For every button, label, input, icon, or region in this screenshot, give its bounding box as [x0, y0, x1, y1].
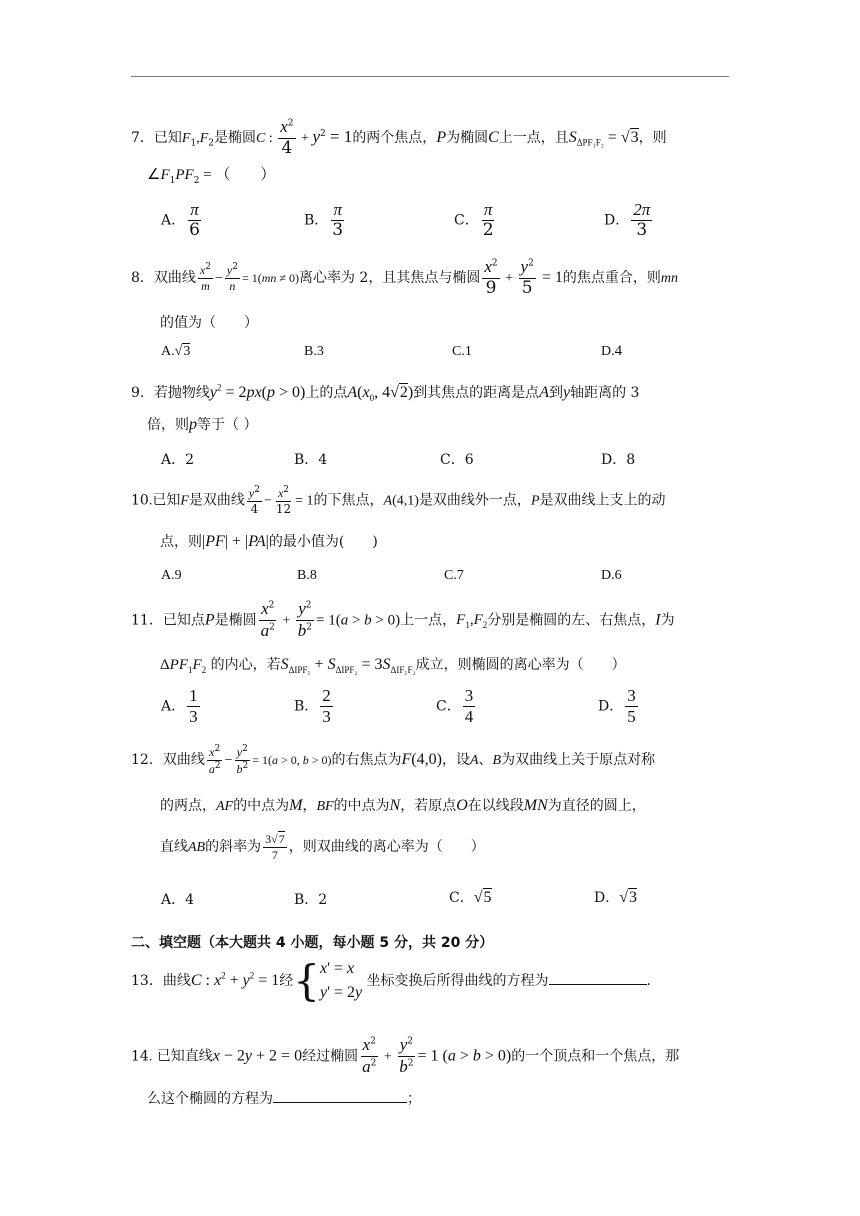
- q10-text: 是双曲线: [188, 492, 245, 509]
- option-numerator: π: [333, 200, 342, 219]
- question-number: 13: [131, 973, 149, 989]
- q8-option-c[interactable]: [452, 343, 472, 360]
- q9-text: 到其焦点的距离是点: [413, 385, 540, 401]
- q10-option-a[interactable]: [161, 567, 182, 584]
- q12-text: 的两点，: [160, 798, 216, 814]
- question-13: 13．曲线C : $x^2 + y^2 = 1$经 { x' = x y' = 2y 坐标变换后所得曲线的方程为 .: [131, 956, 651, 1005]
- question-11-line-2: $\Delta PF_1F_2$ 的内心，若$S_{\Delta IPF_1} + S_{\Delta IPF_2} = 3S_{\Delta IF_1F_2}$成立，则椭圆的离心率为（ ）: [160, 656, 626, 676]
- q11-text: 分别是椭圆的左、右焦点，: [487, 612, 656, 629]
- option-label: C．: [454, 212, 479, 229]
- q13-text: .: [646, 973, 651, 989]
- q9-text: 轴距离的 3: [570, 385, 640, 401]
- question-7-line-2: $\angle F_1PF_2$ = （ ）: [147, 165, 276, 186]
- q12-text: 的右焦点为: [331, 752, 402, 769]
- option-label: B．: [294, 892, 319, 908]
- question-number: 7: [131, 129, 140, 146]
- option-value: 3: [316, 344, 324, 359]
- q11-option-a[interactable]: [161, 687, 202, 726]
- option-denominator: 3: [189, 706, 198, 726]
- option-label: D．: [601, 452, 627, 468]
- option-numerator: 2π: [633, 200, 651, 219]
- q11-text: 是椭圆: [214, 612, 257, 629]
- q9-text: 倍，则: [147, 417, 189, 433]
- answer-blank[interactable]: [273, 1090, 407, 1103]
- question-8-line-1: 8．双曲线 $\frac{x^2}{m}$ − $\frac{y^2}{n}$ = 1(mn ≠ 0)离心率为 2，且其焦点与椭圆 $\frac{x^2}{9}$ + $\frac{y^2}{5}$ = 1的焦点重合，则mn: [131, 257, 678, 298]
- q11-option-d[interactable]: [598, 687, 640, 726]
- fraction: $\frac{x^2}{4}$: [280, 117, 294, 158]
- q8-option-a[interactable]: A.√3: [161, 344, 191, 359]
- q9-option-b[interactable]: [294, 449, 327, 469]
- answer-blank: （ ）: [215, 165, 276, 183]
- q12-text: 的斜率为: [205, 839, 262, 856]
- q12-text: ，若原点: [400, 798, 457, 814]
- question-9-line-1: 9．若抛物线$y^2 = 2px(p > 0)$上的点$A(x_0$, 4√2)到其焦点的距离是点A到y轴距离的 3: [131, 382, 640, 404]
- q11-text: 为: [660, 612, 675, 629]
- option-denominator: 3: [332, 219, 344, 240]
- question-8-line-2: [160, 312, 258, 332]
- option-denominator: 6: [189, 219, 200, 240]
- q7-text: 是椭圆: [214, 129, 257, 146]
- question-10-line-2: 点，则|PF| + |PA|的最小值为( ): [160, 533, 378, 550]
- q14-text: 么这个椭圆的方程为: [147, 1091, 273, 1107]
- q10-option-c[interactable]: [444, 567, 464, 584]
- q12-text: 的中点为: [233, 798, 290, 814]
- option-denominator: 4: [464, 706, 474, 726]
- question-12-line-3: 直线AB的斜率为 $\frac{3√7}{7}$ ，则双曲线的离心率为（ ）: [160, 832, 485, 862]
- option-label: B．: [294, 698, 319, 715]
- q12-text: 直线: [160, 839, 188, 856]
- question-number: 12: [131, 752, 149, 769]
- q12-text: 为双曲线上关于原点对称: [501, 752, 656, 769]
- question-number: 10: [131, 492, 149, 509]
- question-number: 8: [131, 269, 140, 286]
- q9-option-c[interactable]: [440, 449, 474, 469]
- option-numerator: 3: [627, 686, 636, 705]
- option-label: C．: [440, 452, 465, 468]
- q8-option-d[interactable]: [601, 343, 622, 360]
- q14-text: 经过椭圆: [302, 1048, 359, 1065]
- option-value: 8: [626, 452, 636, 468]
- q8-text: 的值为（ ）: [160, 315, 258, 331]
- option-denominator: 2: [482, 219, 494, 240]
- q14-text: ；: [407, 1091, 421, 1107]
- option-value: 8: [309, 568, 317, 583]
- option-numerator: 1: [189, 686, 198, 705]
- option-label: A.: [161, 568, 175, 583]
- q7-text: 为椭圆: [446, 129, 489, 146]
- q12-text: 为直径的圆上，: [547, 798, 646, 814]
- option-value: 7: [456, 568, 464, 583]
- section-heading: 二、填空题（本大题共 4 小题，每小题 5 分，共 20 分）: [131, 935, 494, 951]
- q10-text: 的下焦点，: [313, 492, 384, 509]
- q12-option-a[interactable]: [161, 889, 194, 909]
- option-numerator: π: [483, 200, 493, 219]
- q9-text: 上的点: [305, 385, 348, 401]
- q10-text: 是双曲线外一点，: [418, 492, 531, 509]
- question-11-line-1: 11．已知点P是椭圆 $\frac{x^2}{a^2}$ + $\frac{y^2}{b^2}$ = 1(a > b > 0)上一点，$F_1,F_2$分别是椭圆的左、右焦点，I为: [131, 599, 675, 640]
- option-label: D．: [594, 890, 620, 906]
- option-label: D.: [601, 568, 615, 583]
- header-rule: [131, 76, 729, 77]
- option-denominator: 5: [627, 706, 636, 726]
- q10-text: 点，则: [160, 534, 202, 550]
- q11-text: 上一点，: [400, 612, 457, 629]
- q12-option-d[interactable]: D．√3: [594, 889, 638, 906]
- q9-option-d[interactable]: [601, 449, 635, 469]
- option-label: A．: [161, 698, 186, 715]
- option-label: A．: [161, 212, 186, 229]
- q7-text: ，则: [638, 129, 667, 146]
- question-number: 9: [131, 385, 140, 401]
- q11-text: 的内心，若: [210, 657, 281, 673]
- q11-option-c[interactable]: [436, 687, 477, 726]
- q7-option-b[interactable]: [304, 201, 347, 240]
- q7-text: 已知: [153, 129, 182, 146]
- question-10-line-1: 10.已知F是双曲线 $\frac{y^2}{4}$ − $\frac{x^2}{12}$ = 1的下焦点，A(4,1)是双曲线外一点，P是双曲线上支上的动: [131, 485, 666, 516]
- option-value: 1: [464, 344, 472, 359]
- option-value: 3: [183, 344, 191, 359]
- option-numerator: π: [190, 200, 199, 219]
- q13-text: 经: [279, 973, 294, 989]
- option-label: B.: [304, 344, 317, 359]
- question-9-line-2: 倍，则p等于（ ）: [147, 416, 258, 433]
- q9-text: 等于（ ）: [197, 417, 258, 433]
- coordinate-transform-system: { x' = x y' = 2y: [293, 956, 363, 1005]
- q7-text: 的两个焦点，: [352, 129, 437, 146]
- q8-text: 的焦点重合，则: [562, 269, 661, 286]
- option-denominator: 3: [636, 219, 648, 240]
- option-value: 6: [464, 452, 474, 468]
- option-value: 3: [629, 889, 638, 906]
- question-14-line-1: 14. 已知直线x − 2y + 2 = 0经过椭圆 $\frac{x^2}{a^2}$ + $\frac{y^2}{b^2}$ = 1 (a > b > 0)的一个顶点和一个焦点，那: [131, 1035, 680, 1076]
- option-value: 2: [318, 892, 328, 908]
- q10-text: 的最小值为( ): [268, 534, 378, 550]
- q8-text: 离心率为 2，且其焦点与椭圆: [298, 269, 481, 286]
- q12-text: ，: [302, 798, 317, 814]
- answer-blank[interactable]: [549, 972, 647, 985]
- option-numerator: 2: [322, 686, 331, 705]
- q10-option-b[interactable]: [297, 567, 317, 584]
- question-number: 14: [131, 1048, 149, 1065]
- option-label: B．: [304, 212, 329, 229]
- question-14-line-2: [147, 1088, 421, 1108]
- option-label: C.: [452, 344, 465, 359]
- option-label: C．: [449, 890, 474, 906]
- q7-option-c[interactable]: [454, 201, 498, 240]
- q8-text: 双曲线: [153, 269, 196, 286]
- q11-text: 成立，则椭圆的离心率为（ ）: [415, 657, 626, 673]
- option-label: D．: [598, 698, 624, 715]
- q9-option-a[interactable]: [161, 449, 194, 469]
- q11-option-b[interactable]: [294, 687, 335, 726]
- q13-text: 曲线: [162, 973, 191, 989]
- option-value: 4: [185, 892, 195, 908]
- q12-text: 、: [478, 752, 493, 769]
- q12-option-b[interactable]: [294, 889, 327, 909]
- question-12-line-1: 12．双曲线 $\frac{x^2}{a^2}$ − $\frac{y^2}{b^2}$ = 1(a > 0, b > 0)的右焦点为F(4,0)，设A、B为双曲线上关于原点对称: [131, 744, 656, 776]
- q10-text: 是双曲线上支上的动: [539, 492, 666, 509]
- option-value: 4: [318, 452, 328, 468]
- q7-option-d[interactable]: [604, 201, 654, 240]
- q9-text: 若抛物线: [153, 385, 210, 401]
- q12-option-c[interactable]: C．√5: [449, 889, 492, 906]
- q10-text: 已知: [152, 492, 181, 509]
- option-value: 6: [614, 568, 622, 583]
- option-label: C．: [436, 698, 461, 715]
- q12-text: 的中点为: [333, 798, 390, 814]
- q11-text: 已知点: [162, 612, 205, 629]
- option-value: 5: [483, 889, 492, 906]
- option-label: B．: [294, 452, 319, 468]
- option-value: 2: [185, 452, 195, 468]
- q12-text: ，设: [441, 752, 470, 769]
- q7-text: 上一点，且: [498, 129, 569, 146]
- option-label: C.: [444, 568, 457, 583]
- question-12-line-2: 的两点，AF的中点为M，BF的中点为N，若原点O在以线段MN为直径的圆上，: [160, 797, 646, 814]
- option-label: D．: [604, 212, 630, 229]
- q14-text: 已知直线: [156, 1048, 213, 1065]
- q14-text: 的一个顶点和一个焦点，那: [511, 1048, 680, 1065]
- option-label: A．: [161, 892, 186, 908]
- q12-text: 双曲线: [162, 752, 205, 769]
- q12-text: ，则双曲线的离心率为（ ）: [288, 839, 485, 856]
- q7-option-a[interactable]: [161, 201, 204, 240]
- q8-option-b[interactable]: [304, 343, 324, 360]
- option-denominator: 3: [322, 706, 331, 726]
- q10-option-d[interactable]: [601, 567, 622, 584]
- q9-text: 到: [548, 385, 563, 401]
- q12-text: 在以线段: [467, 798, 524, 814]
- question-number: 11: [131, 612, 149, 629]
- option-value: 4: [614, 343, 623, 359]
- option-value: 9: [174, 568, 182, 583]
- option-numerator: 3: [464, 686, 474, 705]
- q13-text: 坐标变换后所得曲线的方程为: [366, 973, 549, 989]
- question-7-line-1: 7．已知$F_1,F_2$是椭圆C : $\frac{x^2}{4}$ + $y^2 = 1$的两个焦点，P为椭圆C上一点，且$S_{\Delta PF_1F_2} = √3$，则: [131, 117, 667, 158]
- option-label: B.: [297, 568, 310, 583]
- option-label: A．: [161, 452, 186, 468]
- option-label: D.: [601, 344, 615, 359]
- option-label: A.: [161, 344, 175, 359]
